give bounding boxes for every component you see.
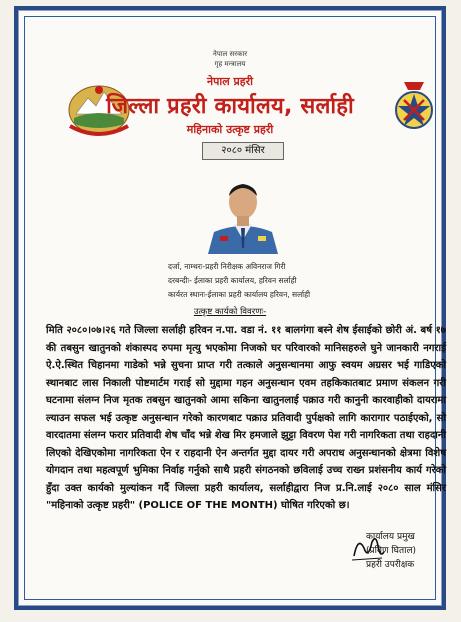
police-label: नेपाल प्रहरी <box>207 75 253 88</box>
certificate-frame <box>14 6 446 610</box>
signature-block <box>366 530 456 572</box>
signatory-name: (प्रविण घिताल) <box>366 546 417 556</box>
government-line: नेपाल सरकार <box>212 50 248 58</box>
officer-posting: कार्यरत स्थानः-ईलाका प्रहरी कार्यालय हरिवन, सर्लाही <box>168 290 311 299</box>
citation-body: मिति २०८०।०७।२६ गते जिल्ला सर्लाही हरिवन न.पा. वडा नं. ११ बालगंगा बस्ने शेष ईसाईको छोरी अं. बर्ष १७ की तबसुन खातुनको शंकास्पद रुपमा मृत्यु भएकोमा निजको घर परिवारको मानिसहरुले घुने जानकारी नगराई ऐ.ऐ.स्थित चिहानमा गाडेको भन्ने सुचना प्राप्त गरी तत्काले अनुसन्धानमा आफु स्वयम अग्रसर भई गाडिएको स्थानबाट लास निकाली पोष्टमार्टम गराई सो मुद्दामा गहन अनुसन्धान एवम तहकिकातबाट प्रमाण संकलन गरी घटनामा संलग्न निज मृतक तबसुन खातुनको आमा सकिना खातुनलाई पक्राउ गरी कानुनी कारवाहीको दायरामा ल्याउन सफल भई उत्कृष्ट अनुसन्धान गरेको कारणबाट पक्राउ प्रतिवादी पुर्पक्षको लागि कारागार पठाईएको, सो वारदातमा संलग्न फरार प्रतिवादी शेष चाँद भन्ने शेख मिर हमजाले झुट्टा विवरण पेश गरी नागरिकता तथा राहदानी लिएको देखिएकोमा नागरिकता ऐन र राहदानी ऐन अन्तर्गत मुद्दा दायर गरी अपराध अनुसन्धानको क्षेत्रमा विशेष योगदान तथा महत्वपूर्ण भुमिका निर्वाह गर्नुको साथै प्रहरी संगठनको छविलाई उच्च राख्न प्रशंसनीय कार्य गरेको हुँदा उक्त कार्यको मुल्यांकन गर्दै जिल्ला प्रहरी कार्यालय, सर्लाहीद्वारा निज प्र.नि.लाई २०८० साल मंसिर "महिनाको उत्कृष्ट प्रहरी" (POLICE OF THE MONTH) घोषित गरिएको छ। <box>46 325 446 511</box>
ministry-line: गृह मन्त्रालय <box>214 60 246 68</box>
officer-rank-name: दर्जा, नाम्थरः-प्रहरी निरीक्षक अविनराज गिरी <box>168 262 286 271</box>
award-title: महिनाको उत्कृष्ट प्रहरी <box>186 123 274 136</box>
award-month-badge: २०८० मंसिर <box>202 142 284 160</box>
signatory-title: कार्यालय प्रमुख <box>366 532 415 542</box>
office-name: जिल्ला प्रहरी कार्यालय, सर्लाही <box>106 94 354 119</box>
officer-details <box>168 262 418 300</box>
officer-photo <box>204 168 282 254</box>
officer-office: दरबन्दीः- ईलाका प्रहरी कार्यालय, हरिवन सर्लाही <box>168 276 297 285</box>
signatory-rank: प्रहरी उपरीक्षक <box>366 560 415 570</box>
section-title: उत्कृष्ट कार्यको विवरणः- <box>193 307 267 317</box>
